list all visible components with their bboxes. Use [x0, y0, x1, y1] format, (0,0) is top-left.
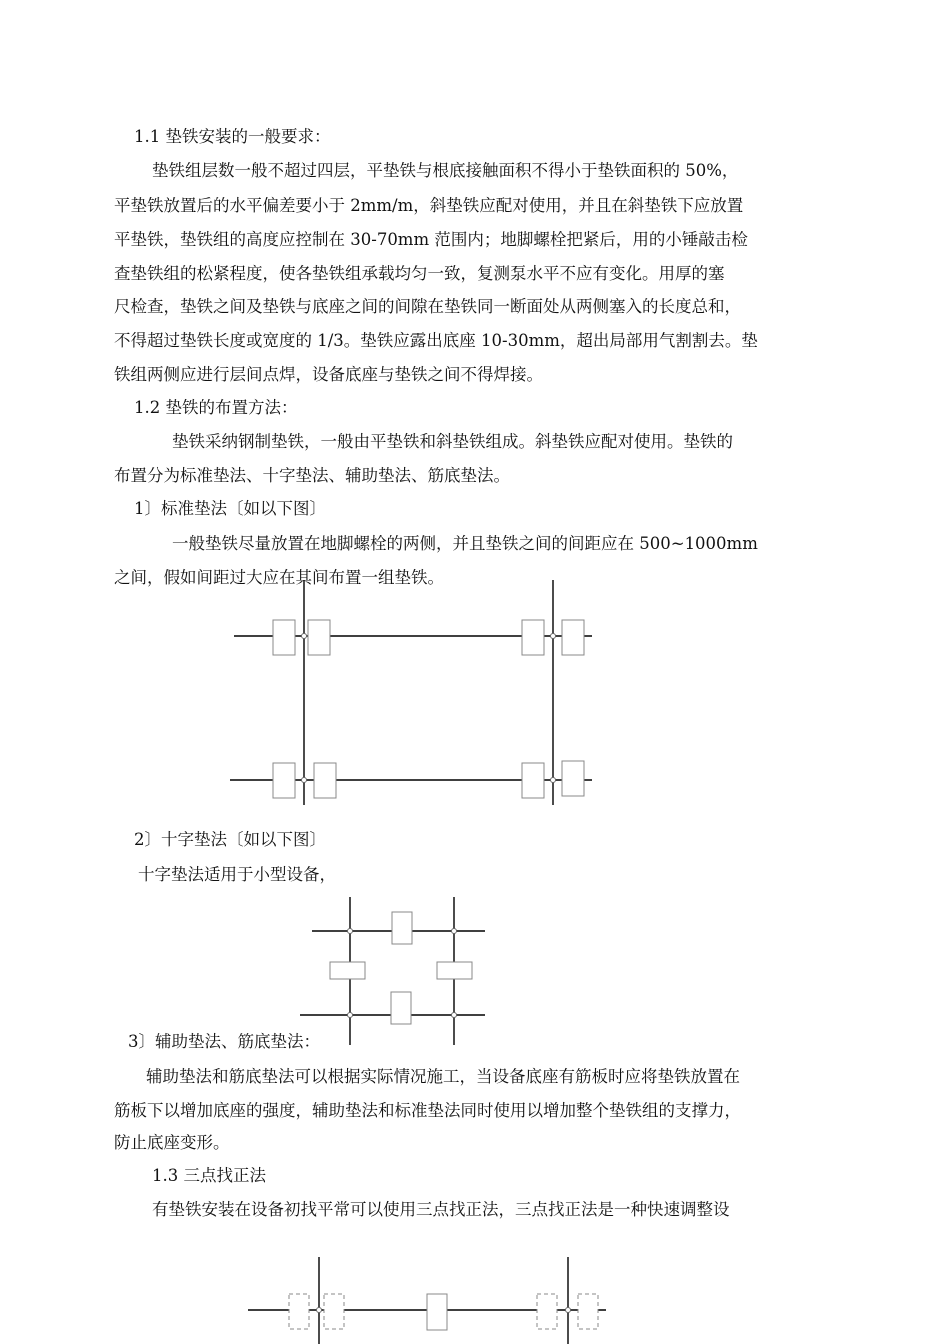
- paragraph-line: 有垫铁安装在设备初找平常可以使用三点找正法，三点找正法是一种快速调整设: [152, 1200, 730, 1219]
- paragraph-line: 一般垫铁尽量放置在地脚螺栓的两侧，并且垫铁之间的间距应在 500~1000mm: [172, 534, 758, 553]
- paragraph-line: 布置分为标准垫法、十字垫法、辅助垫法、筋底垫法。: [114, 466, 510, 485]
- paragraph-line: 查垫铁组的松紧程度，使各垫铁组承载均匀一致，复测泵水平不应有变化。用厚的塞: [114, 264, 725, 283]
- item-heading-standard: 1〕标准垫法〔如以下图〕: [134, 499, 326, 518]
- paragraph-line: 防止底座变形。: [114, 1133, 230, 1152]
- paragraph-line: 辅助垫法和筋底垫法可以根据实际情况施工，当设备底座有筋板时应将垫铁放置在: [146, 1067, 740, 1086]
- paragraph-line: 垫铁采纳钢制垫铁，一般由平垫铁和斜垫铁组成。斜垫铁应配对使用。垫铁的: [172, 432, 733, 451]
- paragraph-line: 不得超过垫铁长度或宽度的 1/3。垫铁应露出底座 10-30mm，超出局部用气割割去。垫: [114, 331, 758, 350]
- paragraph-line: 十字垫法适用于小型设备，: [138, 865, 336, 884]
- paragraph-line: 平垫铁，垫铁组的高度应控制在 30-70mm 范围内；地脚螺栓把紧后，用的小锤敲击检: [114, 230, 748, 249]
- paragraph-line: 尺检查，垫铁之间及垫铁与底座之间的间隙在垫铁同一断面处从两侧塞入的长度总和，: [114, 297, 741, 316]
- section-heading-1-2: 1.2 垫铁的布置方法：: [134, 398, 298, 417]
- paragraph-line: 垫铁组层数一般不超过四层，平垫铁与根底接触面积不得小于垫铁面积的 50%，: [152, 161, 739, 180]
- paragraph-line: 之间，假如间距过大应在其间布置一组垫铁。: [114, 568, 444, 587]
- paragraph-line: 平垫铁放置后的水平偏差要小于 2mm/m，斜垫铁应配对使用，并且在斜垫铁下应放置: [114, 196, 744, 215]
- section-heading-1-3: 1.3 三点找正法: [152, 1166, 266, 1185]
- section-heading-1-1: 1.1 垫铁安装的一般要求：: [134, 127, 331, 146]
- paragraph-line: 铁组两侧应进行层间点焊，设备底座与垫铁之间不得焊接。: [114, 365, 543, 384]
- item-heading-auxiliary: 3〕辅助垫法、筋底垫法：: [128, 1032, 320, 1051]
- paragraph-line: 筋板下以增加底座的强度，辅助垫法和标准垫法同时使用以增加整个垫铁组的支撑力，: [114, 1101, 741, 1120]
- item-heading-cross: 2〕十字垫法〔如以下图〕: [134, 830, 326, 849]
